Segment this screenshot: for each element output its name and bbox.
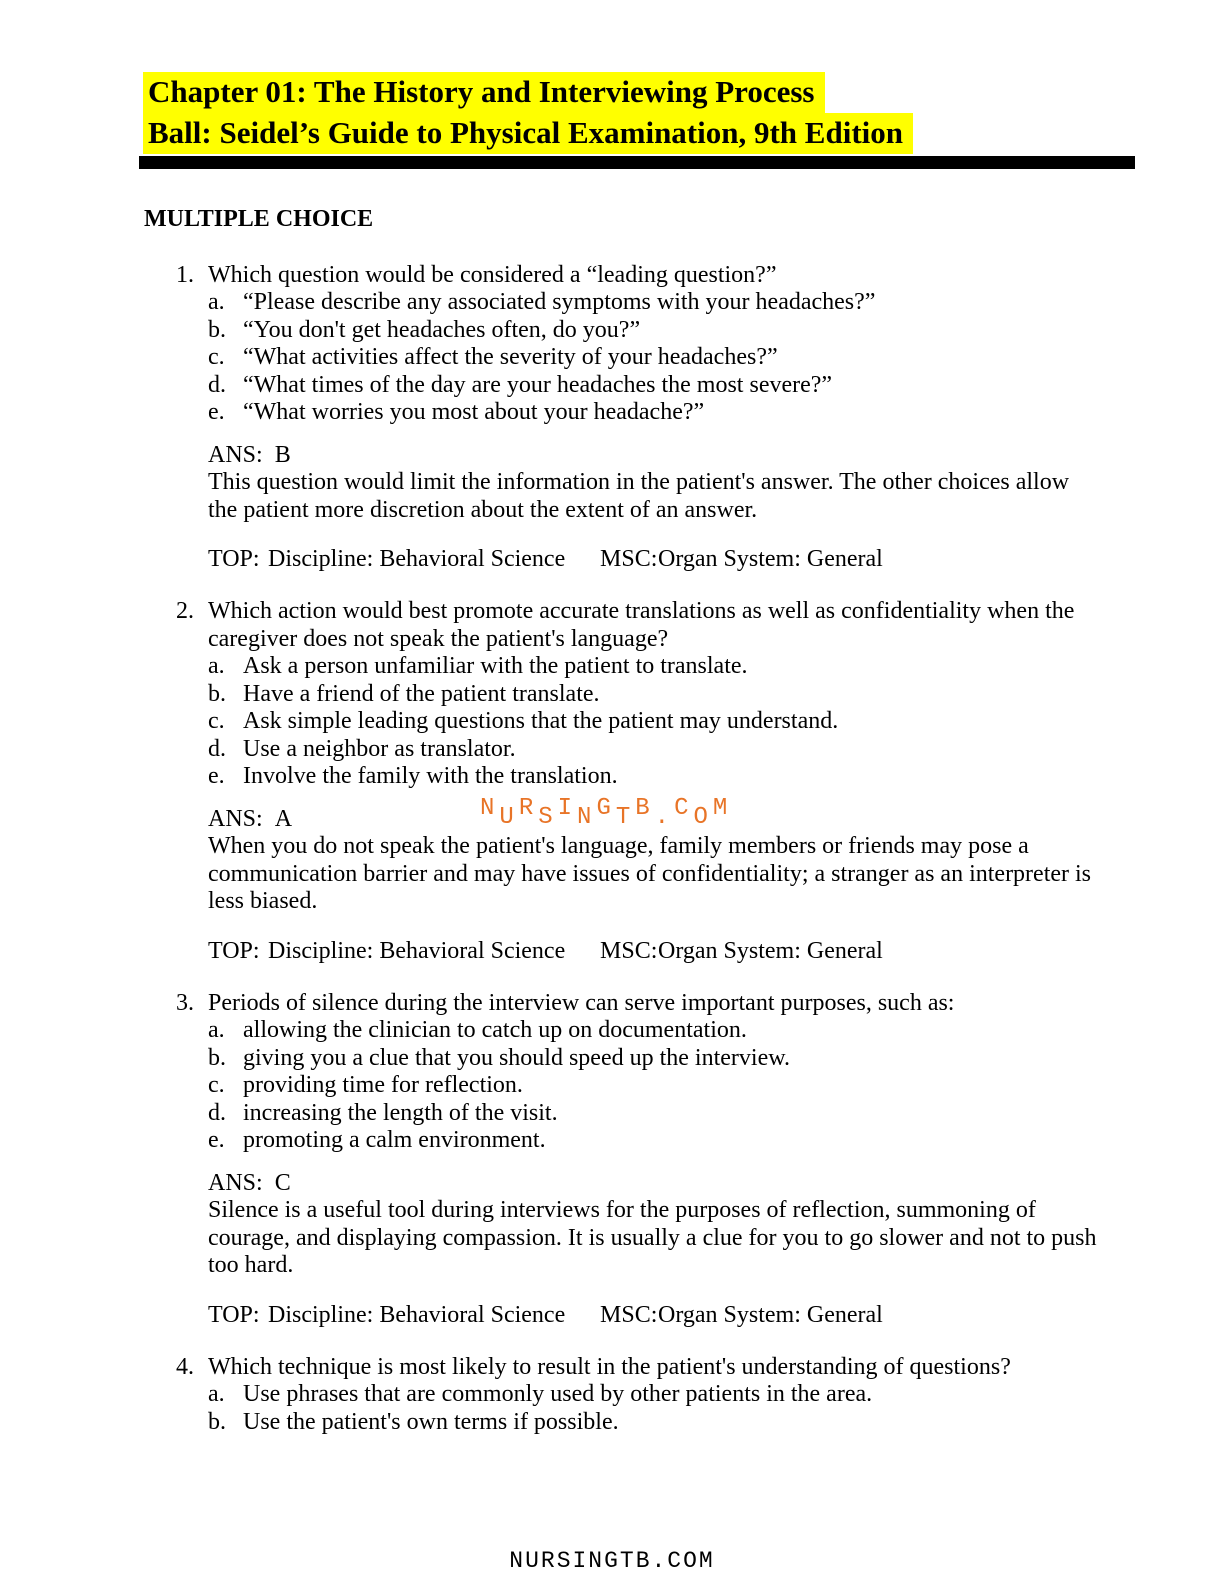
option-item	[208, 1409, 1224, 1437]
explanation-text: When you do not speak the patient's language, family members or friends may pose a communication barrier and may have issues of confidentiality; a stranger as an interpreter is less biased.	[208, 833, 1092, 914]
option-item	[208, 1072, 1224, 1100]
option-item	[208, 681, 1224, 709]
option-text: “Please describe any associated symptoms with your headaches?”	[243, 289, 876, 315]
option-item	[208, 1381, 1224, 1409]
answer-line	[208, 442, 1224, 470]
section-heading: MULTIPLE CHOICE	[144, 206, 374, 232]
option-item	[208, 708, 1224, 736]
option-item	[208, 344, 1224, 372]
answer-label: ANS:	[208, 805, 263, 832]
msc-field	[600, 1302, 883, 1330]
msc-label: MSC:	[600, 1301, 658, 1328]
option-item	[208, 653, 1224, 681]
option-text: “What worries you most about your headache?”	[243, 399, 705, 425]
msc-value: Organ System: General	[658, 937, 883, 964]
option-text: Use the patient's own terms if possible.	[243, 1408, 619, 1435]
option-letter: e.	[208, 399, 225, 425]
answer-label: ANS:	[208, 441, 263, 468]
top-value: Discipline: Behavioral Science	[268, 937, 566, 964]
option-letter: b.	[208, 316, 226, 343]
option-text: promoting a calm environment.	[243, 1127, 546, 1153]
top-field	[208, 546, 565, 572]
top-label: TOP:	[208, 937, 260, 964]
option-item	[208, 736, 1224, 764]
question-number: 2.	[176, 598, 194, 624]
option-item	[208, 1017, 1224, 1045]
question-item	[176, 1354, 1224, 1437]
option-letter: a.	[208, 1381, 225, 1407]
option-item	[208, 1045, 1224, 1073]
option-item	[208, 372, 1224, 400]
question-number: 4.	[176, 1353, 194, 1380]
option-letter: c.	[208, 344, 225, 370]
top-value: Discipline: Behavioral Science	[268, 1301, 566, 1328]
question-number: 1.	[176, 261, 194, 288]
question-line	[176, 262, 1224, 290]
option-text: “What activities affect the severity of your headaches?”	[243, 344, 778, 370]
msc-label: MSC:	[600, 546, 658, 572]
option-letter: b.	[208, 1408, 226, 1435]
question-text: Which question would be considered a “leading question?”	[208, 261, 777, 288]
option-letter: c.	[208, 708, 225, 734]
meta-line	[208, 938, 1224, 966]
explanation-text: This question would limit the information in the patient's answer. The other choices allow the patient more discretion about the extent of an answer.	[208, 469, 1070, 523]
answer-value: C	[274, 1169, 291, 1196]
chapter-title-block	[143, 0, 1224, 154]
page-footer: NURSINGTB.COM	[509, 1548, 715, 1574]
option-text: Involve the family with the translation.	[243, 763, 618, 789]
msc-value: Organ System: General	[658, 546, 883, 572]
option-item	[208, 317, 1224, 345]
question-item	[176, 990, 1224, 1330]
question-line	[176, 1354, 1224, 1382]
msc-label: MSC:	[600, 937, 658, 964]
meta-line	[208, 1302, 1224, 1330]
question-text: Which technique is most likely to result in the patient's understanding of questions?	[208, 1353, 1011, 1380]
option-text: providing time for reflection.	[243, 1072, 523, 1098]
option-item	[208, 1127, 1224, 1155]
option-text: Ask simple leading questions that the patient may understand.	[243, 708, 839, 734]
option-item	[208, 289, 1224, 317]
top-label: TOP:	[208, 1301, 260, 1328]
answer-label: ANS:	[208, 1169, 263, 1196]
option-letter: d.	[208, 371, 226, 398]
question-text: Which action would best promote accurate translations as well as confidentiality when the caregiver does not speak the patient's language?	[208, 598, 1075, 652]
msc-field	[600, 938, 883, 966]
msc-value: Organ System: General	[658, 1301, 883, 1328]
answer-line	[208, 794, 1224, 834]
option-letter: a.	[208, 289, 225, 315]
title-highlight-line-1: Chapter 01: The History and Interviewing Process	[143, 72, 825, 113]
question-number: 3.	[176, 989, 194, 1016]
top-field	[208, 938, 565, 964]
option-text: Have a friend of the patient translate.	[243, 680, 600, 707]
answer-line	[208, 1170, 1224, 1198]
watermark: NURSINGTB.COM	[480, 794, 733, 831]
top-label: TOP:	[208, 546, 260, 572]
question-line	[176, 598, 1224, 653]
option-text: Use phrases that are commonly used by other patients in the area.	[243, 1381, 873, 1407]
question-item	[176, 262, 1224, 575]
option-letter: d.	[208, 1099, 226, 1126]
option-letter: a.	[208, 653, 225, 679]
option-text: allowing the clinician to catch up on documentation.	[243, 1017, 747, 1043]
question-text: Periods of silence during the interview can serve important purposes, such as:	[208, 989, 955, 1016]
option-text: “What times of the day are your headaches the most severe?”	[243, 371, 833, 398]
option-letter: a.	[208, 1017, 225, 1043]
option-text: Use a neighbor as translator.	[243, 735, 516, 762]
question-list	[176, 262, 1224, 1437]
answer-value: A	[274, 805, 293, 832]
title-highlight-line-2: Ball: Seidel’s Guide to Physical Examination, 9th Edition	[143, 113, 913, 154]
option-letter: d.	[208, 735, 226, 762]
top-value: Discipline: Behavioral Science	[268, 546, 566, 572]
option-text: “You don't get headaches often, do you?”	[243, 316, 641, 343]
top-field	[208, 1302, 565, 1328]
msc-field	[600, 546, 883, 574]
option-letter: b.	[208, 680, 226, 707]
option-item	[208, 763, 1224, 791]
option-letter: c.	[208, 1072, 225, 1098]
option-text: increasing the length of the visit.	[243, 1099, 558, 1126]
divider-bar	[139, 156, 1135, 169]
question-item	[176, 598, 1224, 966]
option-letter: e.	[208, 763, 225, 789]
option-item	[208, 399, 1224, 427]
option-item	[208, 1100, 1224, 1128]
answer-value: B	[274, 441, 291, 468]
option-text: Ask a person unfamiliar with the patient to translate.	[243, 653, 748, 679]
option-text: giving you a clue that you should speed up the interview.	[243, 1044, 790, 1071]
explanation-text: Silence is a useful tool during interviews for the purposes of reflection, summoning of courage, and displaying compassion. It is usually a clue for you to go slower and not to push too hard.	[208, 1197, 1097, 1278]
option-letter: e.	[208, 1127, 225, 1153]
meta-line	[208, 546, 1224, 574]
question-line	[176, 990, 1224, 1018]
option-letter: b.	[208, 1044, 226, 1071]
